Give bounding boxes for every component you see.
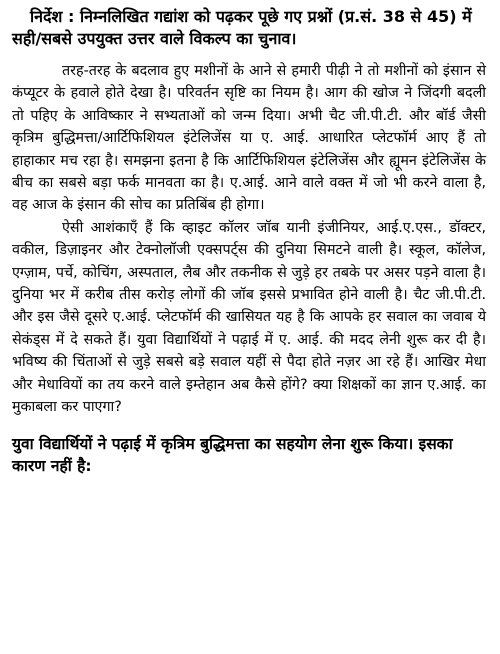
passage-paragraph-1: तरह-तरह के बदलाव हुए मशीनों के आने से हमारी पीढ़ी ने तो मशीनों को इंसान से कंप्यूटर के हवाले होते देखा है। परिवर्तन सृष्टि का नियम है। आग की खोज ने जिंदगी बदली तो पहिए के आविष्कार ने सभ्यताओं को जन्म दिया। अभी चैट जी.पी.टी. और बॉर्ड जैसी कृत्रिम बुद्धिमत्ता/आर्टिफिशियल इंटेलिजेंस या ए. आई. आधारित प्लेटफॉर्म आए हैं तो हाहाकार मच रहा है। समझना इतना है कि आर्टिफिशियल इंटेलिजेंस और ह्यूमन इंटेलिजेंस के बीच का सबसे बड़ा फर्क मानवता का है। ए.आई. आने वाले वक्त में जो भी करने वाला है, वह आज के इंसान की सोच का प्रतिबिंब ही होगा। [12, 63, 486, 214]
instruction-text: निर्देश : निम्नलिखित गद्यांश को पढ़कर पूछे गए प्रश्नों (प्र.सं. 38 से 45) में सही/सबसे उपयुक्त उत्तर वाले विकल्प का चुनाव। [12, 7, 472, 48]
passage-paragraph-2: ऐसी आशंकाएँ हैं कि व्हाइट कॉलर जॉब यानी इंजीनियर, आई.ए.एस., डॉक्टर, वकील, डिज़ाइनर और टेक्नोलॉजी एक्सपर्ट्स की दुनिया सिमटने वाली है। स्कूल, कॉलेज, एग्ज़ाम, पर्चे, कोचिंग, अस्पताल, लैब और तकनीक से जुड़े हर तबके पर असर पड़ने वाला है। दुनिया भर में करीब तीस करोड़ लोगों की जॉब इससे प्रभावित होने वाली है। चैट जी.पी.टी. और इस जैसे दूसरे ए.आई. प्लेटफॉर्म की खासियत यह है कि आपके हर सवाल का जवाब ये सेकंड्स में दे सकते हैं। युवा विद्यार्थियों ने पढ़ाई में ए. आई. की मदद लेनी शुरू कर दी है। भविष्य की चिंताओं से जुड़े सबसे बड़े सवाल यहीं से पैदा होते नज़र आ रहे हैं। आखिर मेधा और मेधावियों का तय करने वाले इम्तेहान अब कैसे होंगे? क्या शिक्षकों का ज्ञान ए.आई. का मुकाबला कर पाएगा? [12, 219, 486, 416]
passage [12, 60, 486, 419]
question-text: युवा विद्यार्थियों ने पढ़ाई में कृत्रिम बुद्धिमत्ता का सहयोग लेना शुरू किया। इसका कारण नहीं है: [12, 434, 453, 475]
